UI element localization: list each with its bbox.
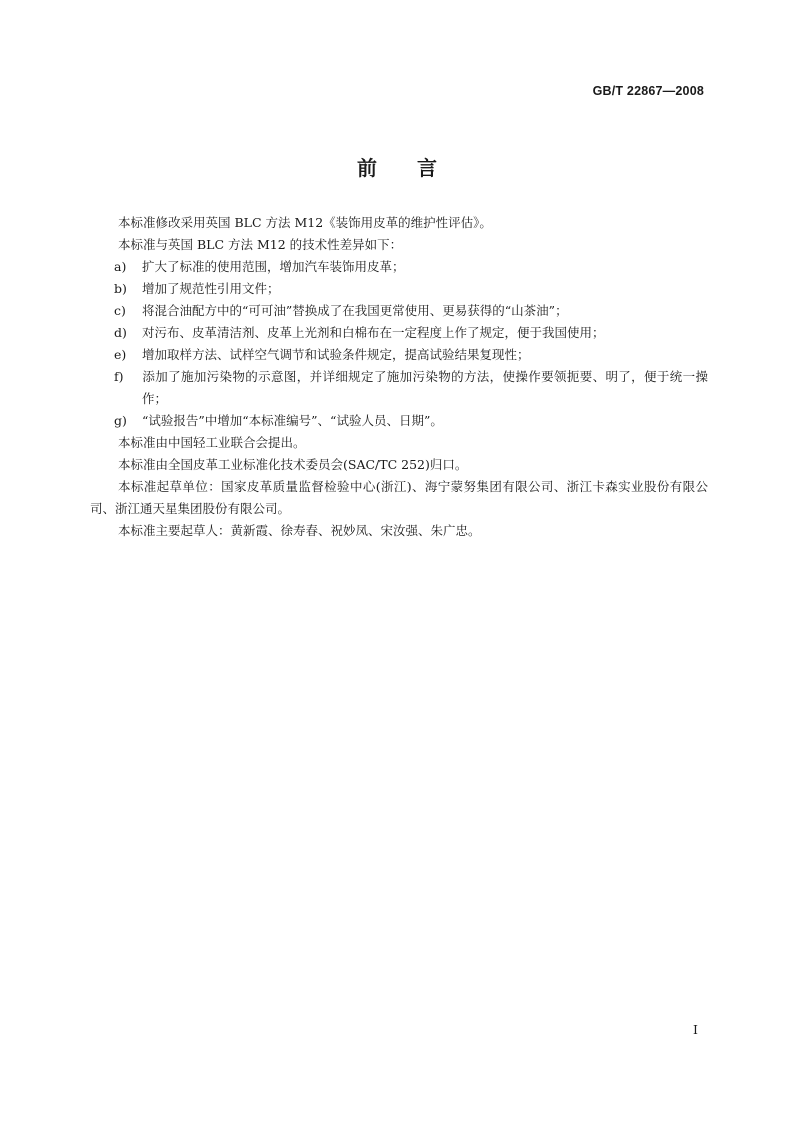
page-title: 前言: [357, 156, 477, 180]
list-item-marker: g): [114, 413, 127, 428]
list-item: [90, 344, 708, 366]
paragraph-committee: 本标准由全国皮革工业标准化技术委员会(SAC/TC 252)归口。: [118, 457, 468, 472]
list-item-text: 将混合油配方中的“可可油”替换成了在我国更常使用、更易获得的“山茶油”；: [142, 303, 568, 318]
list-item-text: 增加了规范性引用文件；: [142, 281, 280, 296]
paragraph-differences-intro: 本标准与英国 BLC 方法 M12 的技术性差异如下：: [118, 237, 403, 252]
list-item-text: 添加了施加污染物的示意图，并详细规定了施加污染物的方法，使操作要领扼要、明了，便于统一操作；: [142, 369, 708, 406]
list-item-marker: a): [114, 259, 127, 274]
document-body: [90, 212, 708, 542]
page-number: I: [693, 1022, 698, 1037]
list-item-marker: e): [114, 347, 127, 362]
list-item: [90, 366, 708, 410]
paragraph-adoption: 本标准修改采用英国 BLC 方法 M12《装饰用皮革的维护性评估》。: [118, 215, 492, 230]
list-item: [90, 410, 708, 432]
paragraph-proposer: 本标准由中国轻工业联合会提出。: [118, 435, 306, 450]
paragraph-drafting-units: 本标准起草单位：国家皮革质量监督检验中心(浙江)、海宁蒙努集团有限公司、浙江卡森实业股份有限公司、浙江通天星集团股份有限公司。: [90, 479, 708, 516]
list-item-text: “试验报告”中增加“本标准编号”、“试验人员、日期”。: [142, 413, 443, 428]
list-item: [90, 256, 708, 278]
list-item-marker: c): [114, 303, 126, 318]
standard-number: GB/T 22867—2008: [592, 84, 704, 98]
paragraph-drafters: 本标准主要起草人：黄新霞、徐寿春、祝妙凤、宋汝强、朱广忠。: [118, 523, 481, 538]
list-item-text: 增加取样方法、试样空气调节和试验条件规定，提高试验结果复现性；: [142, 347, 530, 362]
list-item-text: 扩大了标准的使用范围，增加汽车装饰用皮革；: [142, 259, 405, 274]
list-item-marker: b): [114, 281, 127, 296]
list-item-marker: d): [114, 325, 127, 340]
list-item: [90, 322, 708, 344]
list-item-text: 对污布、皮革清洁剂、皮革上光剂和白棉布在一定程度上作了规定，便于我国使用；: [142, 325, 605, 340]
list-item: [90, 300, 708, 322]
list-item-marker: f): [114, 369, 124, 384]
list-item: [90, 278, 708, 300]
